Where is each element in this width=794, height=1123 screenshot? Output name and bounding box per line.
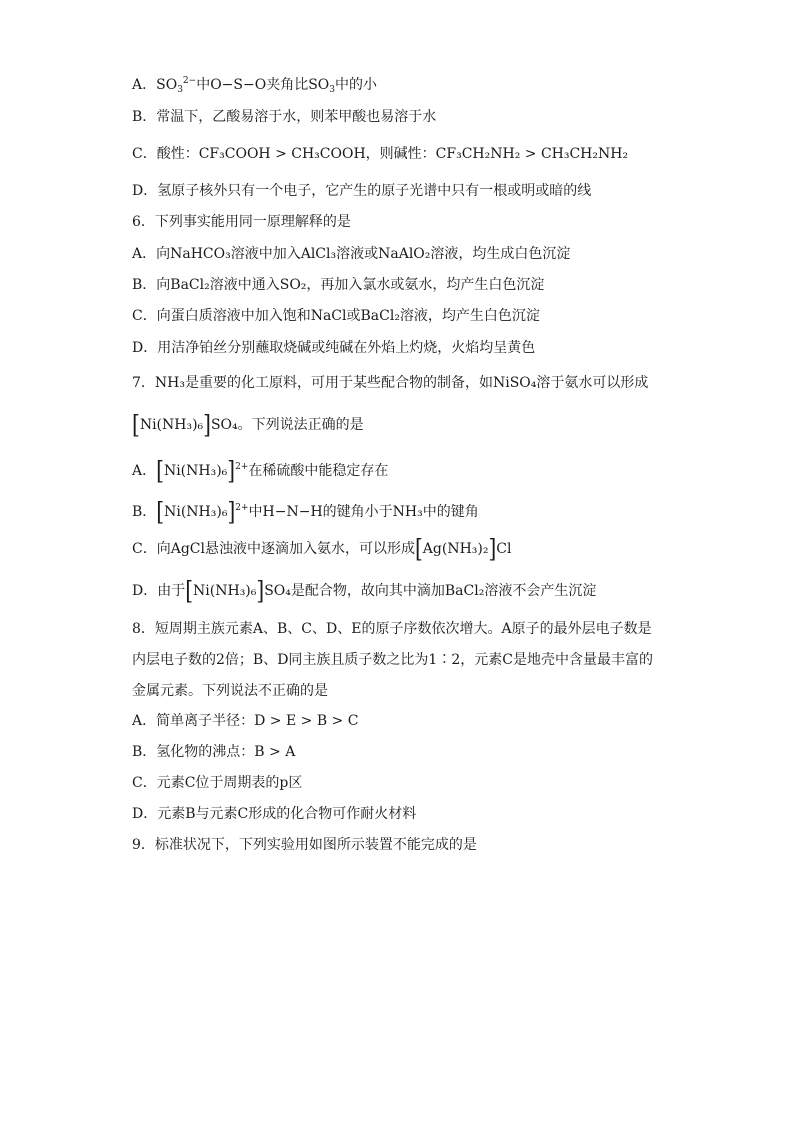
q8-option-d: D．元素B与元素C形成的化合物可作耐火材料 bbox=[132, 806, 417, 822]
q7-option-b-prefix: B． bbox=[132, 504, 157, 520]
q7-option-d-suffix: SO₄是配合物，故向其中滴加BaCl₂溶液不会产生沉淀 bbox=[264, 583, 597, 599]
q7-option-a bbox=[132, 455, 389, 485]
q7-option-c bbox=[132, 533, 512, 563]
q7-option-a-charge: 2+ bbox=[235, 462, 249, 472]
q7-option-a-prefix: A． bbox=[132, 463, 157, 479]
q5-option-a-suffix: 中的小 bbox=[335, 77, 378, 93]
q7-option-b bbox=[132, 496, 479, 526]
q7-option-b-suffix: 中H−N−H的键角小于NH₃中的键角 bbox=[248, 504, 479, 520]
q7-option-d bbox=[132, 575, 597, 605]
q7-option-a-complex: Ni(NH₃)₆ bbox=[163, 463, 228, 479]
q7-option-d-prefix: D．由于 bbox=[132, 583, 186, 599]
q8-stem-line2: 内层电子数的2倍；B、D同主族且质子数之比为1∶2，元素C是地壳中含量最丰富的 bbox=[132, 652, 653, 668]
q5-option-a-prefix: A．SO bbox=[132, 77, 178, 93]
q5-option-a bbox=[132, 72, 377, 99]
q5-option-a-subscript: 3 bbox=[329, 85, 336, 95]
q7-bracket-open: [ bbox=[132, 409, 140, 439]
q5-option-c: C．酸性：CF₃COOH > CH₃COOH，则碱性：CF₃CH₂NH₂ > CH₃CH₂NH₂ bbox=[132, 146, 629, 162]
q7-option-c-bracket-open: [ bbox=[414, 533, 423, 563]
q7-stem-suffix: SO₄。下列说法正确的是 bbox=[210, 417, 364, 433]
q7-option-b-complex: Ni(NH₃)₆ bbox=[164, 504, 228, 520]
q7-stem-line1: 7．NH₃是重要的化工原料，可用于某些配合物的制备，如NiSO₄溶于氨水可以形成 bbox=[132, 375, 649, 391]
q6-option-b: B．向BaCl₂溶液中通入SO₂，再加入氯水或氨水，均产生白色沉淀 bbox=[132, 277, 545, 293]
q8-option-c: C．元素C位于周期表的p区 bbox=[132, 775, 303, 791]
q5-option-a-charge: 2− bbox=[182, 76, 197, 86]
q7-option-a-bracket-close: ] bbox=[227, 455, 236, 485]
q7-option-d-bracket-close: ] bbox=[256, 575, 265, 605]
q6-option-c: C．向蛋白质溶液中加入饱和NaCl或BaCl₂溶液，均产生白色沉淀 bbox=[132, 308, 540, 324]
q5-option-a-so3-subscript: 3 bbox=[177, 85, 183, 95]
q5-option-a-text: 中O−S−O夹角比SO bbox=[196, 77, 330, 93]
q6-stem: 6．下列事实能用同一原理解释的是 bbox=[132, 214, 351, 230]
q7-option-a-suffix: 在稀硫酸中能稳定存在 bbox=[248, 463, 389, 479]
q7-option-c-suffix: Cl bbox=[496, 541, 512, 557]
q9-stem: 9．标准状况下，下列实验用如图所示装置不能完成的是 bbox=[132, 837, 477, 853]
q7-stem-line2 bbox=[132, 409, 364, 439]
q7-option-c-prefix: C．向AgCl悬浊液中逐滴加入氨水，可以形成 bbox=[132, 541, 415, 557]
q8-stem-line1: 8．短周期主族元素A、B、C、D、E的原子序数依次增大。A原子的最外层电子数是 bbox=[132, 621, 652, 637]
q7-option-d-bracket-open: [ bbox=[185, 575, 194, 605]
q6-option-d: D．用洁净铂丝分别蘸取烧碱或纯碱在外焰上灼烧，火焰均呈黄色 bbox=[132, 340, 536, 356]
q7-bracket-close: ] bbox=[203, 409, 211, 439]
q5-option-d: D．氢原子核外只有一个电子，它产生的原子光谱中只有一根或明或暗的线 bbox=[132, 183, 592, 199]
q7-option-b-bracket-open: [ bbox=[156, 496, 165, 526]
q7-option-c-bracket-close: ] bbox=[488, 533, 497, 563]
q7-stem-complex: Ni(NH₃)₆ bbox=[139, 417, 204, 433]
q6-option-a: A．向NaHCO₃溶液中加入AlCl₃溶液或NaAlO₂溶液，均生成白色沉淀 bbox=[132, 246, 571, 262]
q7-option-c-complex: Ag(NH₃)₂ bbox=[422, 541, 489, 557]
q8-option-a: A．简单离子半径：D > E > B > C bbox=[132, 713, 359, 729]
q8-stem-line3: 金属元素。下列说法不正确的是 bbox=[132, 683, 328, 699]
q5-option-b: B．常温下，乙酸易溶于水，则苯甲酸也易溶于水 bbox=[132, 109, 437, 125]
q7-option-b-charge: 2+ bbox=[235, 503, 249, 513]
q8-option-b: B．氢化物的沸点：B > A bbox=[132, 744, 296, 760]
q7-option-b-bracket-close: ] bbox=[227, 496, 236, 526]
q7-option-a-bracket-open: [ bbox=[156, 455, 164, 485]
q7-option-d-complex: Ni(NH₃)₆ bbox=[193, 583, 257, 599]
